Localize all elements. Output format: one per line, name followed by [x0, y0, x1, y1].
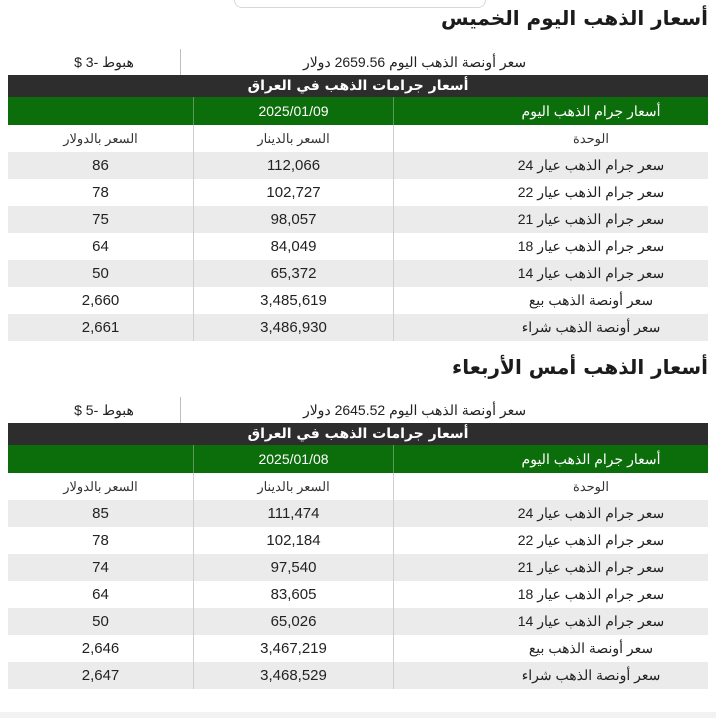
table-row	[8, 314, 708, 341]
col-unit: الوحدة	[573, 130, 609, 146]
table-row	[8, 179, 708, 206]
price-dollar: 64	[8, 581, 194, 608]
date-header-row	[8, 97, 708, 125]
row-label: سعر جرام الذهب عيار 22	[517, 184, 665, 200]
row-label: سعر جرام الذهب عيار 14	[517, 265, 665, 281]
ounce-summary-row	[8, 49, 708, 75]
row-label: سعر جرام الذهب عيار 21	[517, 211, 665, 227]
column-header-row	[8, 473, 708, 500]
table-row	[8, 527, 708, 554]
row-label: سعر أونصة الذهب بيع	[528, 640, 654, 656]
price-dinar: 65,026	[194, 608, 394, 635]
price-change-text: هبوط -3 $	[8, 49, 181, 75]
table-row	[8, 500, 708, 527]
price-dollar: 2,647	[8, 662, 194, 689]
ounce-summary-row	[8, 397, 708, 423]
iraq-title: أسعار جرامات الذهب في العراق	[247, 78, 469, 94]
iraq-title: أسعار جرامات الذهب في العراق	[247, 426, 469, 442]
table-row	[8, 233, 708, 260]
table-row	[8, 635, 708, 662]
row-label: سعر جرام الذهب عيار 24	[517, 157, 665, 173]
price-dinar: 3,486,930	[194, 314, 394, 341]
price-dollar: 78	[8, 179, 194, 206]
price-dollar: 2,646	[8, 635, 194, 662]
col-dinar: السعر بالدينار	[194, 473, 394, 500]
price-dollar: 2,661	[8, 314, 194, 341]
price-dollar: 74	[8, 554, 194, 581]
table-row	[8, 581, 708, 608]
iraq-title-bar	[8, 423, 708, 445]
ounce-price-text: سعر أونصة الذهب اليوم 2659.56 دولار	[302, 53, 527, 70]
gold-price-table	[8, 397, 708, 689]
table-row	[8, 260, 708, 287]
row-label: سعر جرام الذهب عيار 14	[517, 613, 665, 629]
date-header-row	[8, 445, 708, 473]
price-dollar: 50	[8, 608, 194, 635]
price-dollar: 86	[8, 152, 194, 179]
price-dollar: 50	[8, 260, 194, 287]
col-dollar: السعر بالدولار	[8, 125, 194, 152]
price-dinar: 97,540	[194, 554, 394, 581]
table-row	[8, 152, 708, 179]
ounce-price-text: سعر أونصة الذهب اليوم 2645.52 دولار	[302, 401, 527, 418]
empty-header-cell	[8, 97, 194, 125]
row-label: سعر جرام الذهب عيار 21	[517, 559, 665, 575]
price-dollar: 85	[8, 500, 194, 527]
header-label: أسعار جرام الذهب اليوم	[521, 450, 661, 467]
table-row	[8, 287, 708, 314]
row-label: سعر جرام الذهب عيار 22	[517, 532, 665, 548]
row-label: سعر أونصة الذهب شراء	[521, 319, 661, 335]
header-label: أسعار جرام الذهب اليوم	[521, 102, 661, 119]
price-dollar: 2,660	[8, 287, 194, 314]
price-dinar: 3,467,219	[194, 635, 394, 662]
table-row	[8, 662, 708, 689]
price-dinar: 111,474	[194, 500, 394, 527]
price-change-text: هبوط -5 $	[8, 397, 181, 423]
price-dollar: 75	[8, 206, 194, 233]
table-row	[8, 554, 708, 581]
table-row	[8, 206, 708, 233]
table-row	[8, 608, 708, 635]
price-dinar: 3,485,619	[194, 287, 394, 314]
section-heading: أسعار الذهب اليوم الخميس	[440, 6, 708, 30]
iraq-title-bar	[8, 75, 708, 97]
row-label: سعر جرام الذهب عيار 18	[517, 586, 665, 602]
price-dollar: 78	[8, 527, 194, 554]
price-dinar: 3,468,529	[194, 662, 394, 689]
col-unit: الوحدة	[573, 478, 609, 494]
date-cell: 2025/01/08	[194, 445, 394, 473]
price-dinar: 65,372	[194, 260, 394, 287]
page-bottom-strip	[0, 712, 716, 718]
column-header-row	[8, 125, 708, 152]
date-cell: 2025/01/09	[194, 97, 394, 125]
row-label: سعر جرام الذهب عيار 18	[517, 238, 665, 254]
price-dinar: 83,605	[194, 581, 394, 608]
col-dollar: السعر بالدولار	[8, 473, 194, 500]
gold-price-table	[8, 49, 708, 341]
section-heading: أسعار الذهب أمس الأربعاء	[452, 355, 708, 379]
price-dinar: 102,184	[194, 527, 394, 554]
col-dinar: السعر بالدينار	[194, 125, 394, 152]
row-label: سعر أونصة الذهب بيع	[528, 292, 654, 308]
price-dollar: 64	[8, 233, 194, 260]
price-dinar: 98,057	[194, 206, 394, 233]
price-dinar: 84,049	[194, 233, 394, 260]
empty-header-cell	[8, 445, 194, 473]
price-dinar: 112,066	[194, 152, 394, 179]
row-label: سعر جرام الذهب عيار 24	[517, 505, 665, 521]
row-label: سعر أونصة الذهب شراء	[521, 667, 661, 683]
price-dinar: 102,727	[194, 179, 394, 206]
